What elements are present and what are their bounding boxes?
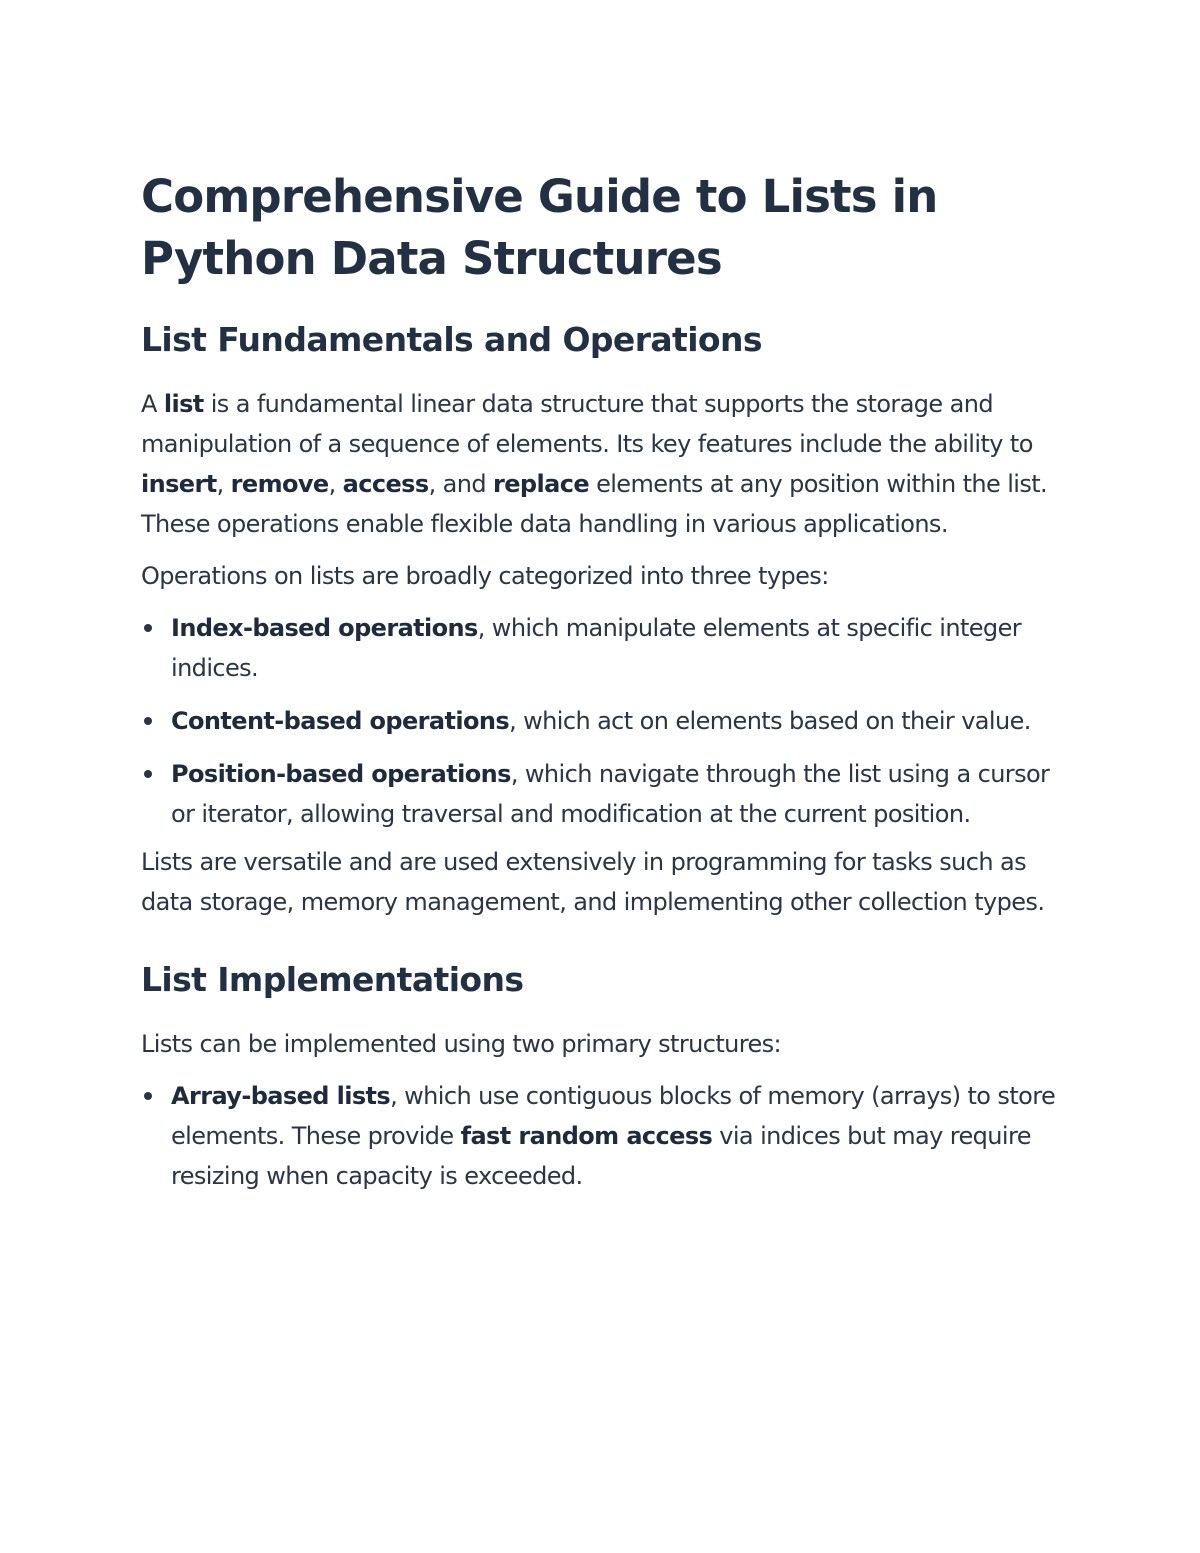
implementations-list: [141, 1076, 1071, 1196]
section-heading-fundamentals: List Fundamentals and Operations: [141, 320, 762, 359]
list-item-bold: Position-based operations: [171, 760, 511, 788]
intro-text-3: ,: [216, 470, 231, 498]
operations-lead: Operations on lists are broadly categorized into three types:: [141, 562, 829, 590]
intro-text-1: A: [141, 390, 164, 418]
list-item-text: , which use contiguous blocks of memory (arrays) to store elements. These provide: [171, 1082, 1056, 1150]
bullet-icon: [144, 1092, 152, 1100]
bullet-icon: [144, 624, 152, 632]
intro-bold-insert: insert: [141, 470, 217, 498]
list-item: [141, 608, 1071, 688]
operations-list: [141, 608, 1071, 834]
section-heading-implementations: List Implementations: [141, 960, 524, 999]
list-item: [141, 1076, 1071, 1196]
list-item-text: , which manipulate elements at specific integer indices.: [171, 614, 1021, 682]
intro-text-5: , and: [428, 470, 494, 498]
closing-paragraph: Lists are versatile and are used extensively in programming for tasks such as data storage, memory management, and implementing other collection types.: [141, 848, 1045, 916]
list-item-bold: Array-based lists: [171, 1082, 391, 1110]
list-item-bold-inline: fast random access: [460, 1122, 713, 1150]
intro-text-4: ,: [328, 470, 343, 498]
document-title: Comprehensive Guide to Lists in Python Data Structures: [141, 170, 938, 285]
intro-paragraph: [141, 384, 1071, 544]
intro-text-6: elements at any position within the list. These operations enable flexible data handling in various applications.: [141, 470, 1048, 538]
intro-bold-remove: remove: [230, 470, 329, 498]
intro-bold-list: list: [163, 390, 204, 418]
document-page: [141, 166, 1071, 1209]
intro-bold-replace: replace: [493, 470, 590, 498]
bullet-icon: [144, 770, 152, 778]
list-item-bold: Index-based operations: [171, 614, 478, 642]
list-item: [141, 701, 1071, 741]
list-item-text: via indices but may require resizing when capacity is exceeded.: [171, 1122, 1031, 1190]
intro-bold-access: access: [342, 470, 429, 498]
list-item-text: , which act on elements based on their value.: [509, 707, 1031, 735]
intro-text-2: is a fundamental linear data structure that supports the storage and manipulation of a sequence of elements. Its key features include the ability to: [141, 390, 1033, 458]
implementations-lead: Lists can be implemented using two primary structures:: [141, 1030, 782, 1058]
list-item: [141, 754, 1071, 834]
list-item-bold: Content-based operations: [171, 707, 510, 735]
bullet-icon: [144, 717, 152, 725]
list-item-text: , which navigate through the list using a cursor or iterator, allowing traversal and modification at the current position.: [171, 760, 1050, 828]
